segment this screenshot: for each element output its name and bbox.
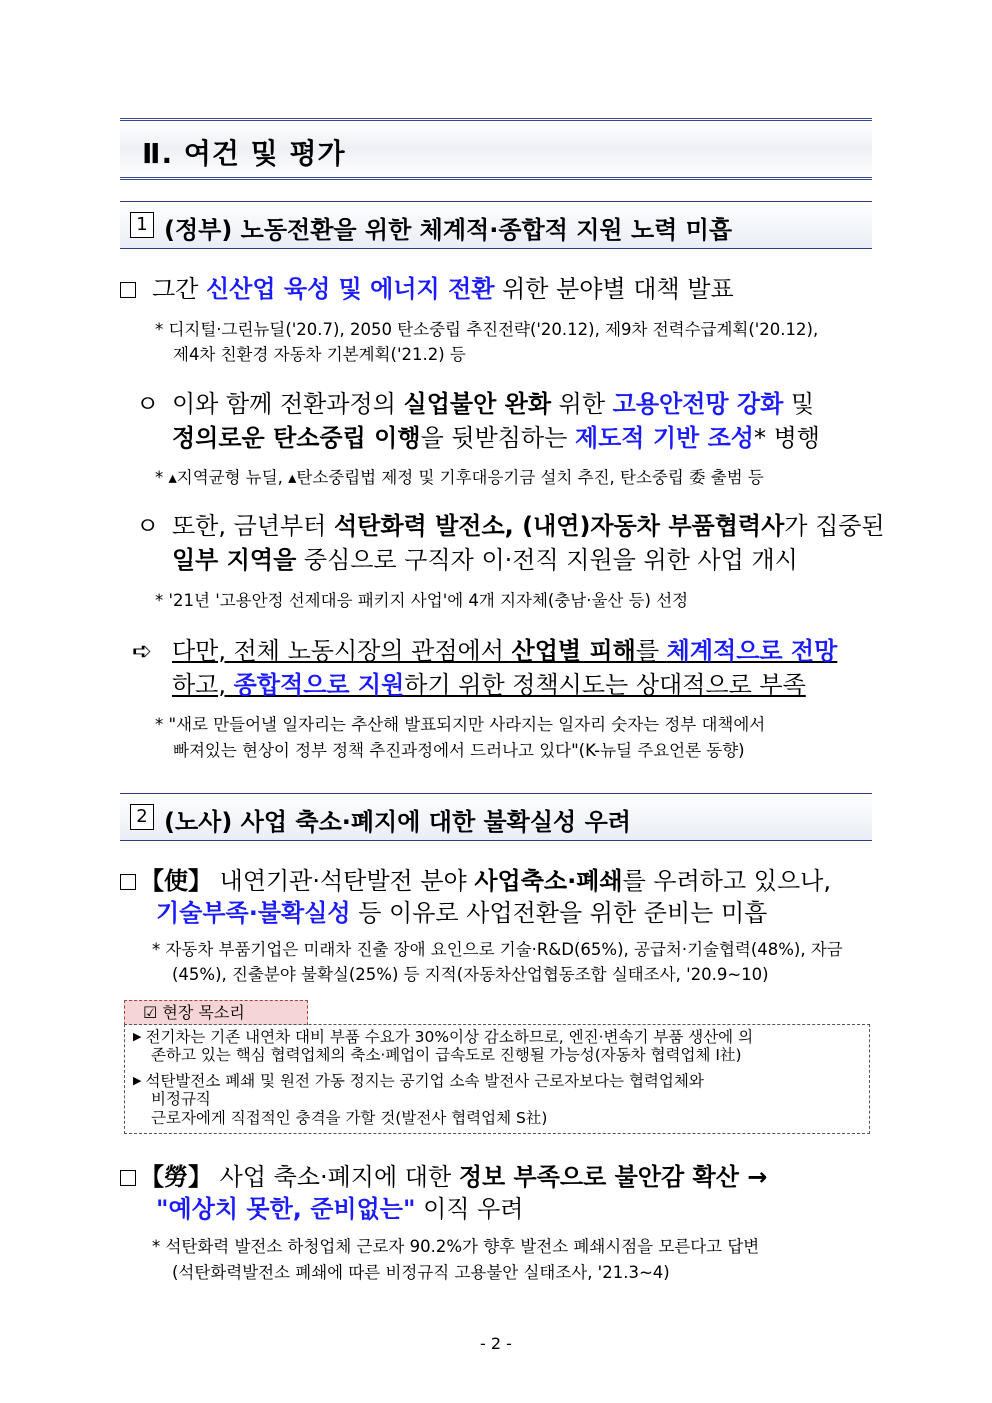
footnote: (45%), 진출분야 불확실(25%) 등 지적(자동차산업협동조합 실태조사, '20.9~10): [172, 965, 769, 984]
field-voice-tab: [124, 1000, 308, 1025]
conclusion-line: 다만, 전체 노동시장의 관점에서 산업별 피해를 체계적으로 전망: [172, 637, 838, 665]
sub-bullet-line: 정의로운 탄소중립 이행을 뒷받침하는 제도적 기반 조성* 병행: [172, 424, 820, 452]
conclusion-line: 하고, 종합적으로 지원하기 위한 정책시도는 상대적으로 부족: [172, 671, 806, 699]
page-number: - 2 -: [480, 1334, 512, 1353]
arrow-icon: ➪: [132, 637, 153, 665]
triangle-bullet-icon: ▶: [133, 1030, 142, 1043]
section-1-header: [120, 201, 872, 249]
voice-item-cont: 근로자에게 직접적인 충격을 가할 것(발전사 협력업체 S社): [151, 1109, 548, 1127]
voice-item: ▶ 전기차는 기존 내연차 대비 부품 수요가 30%이상 감소하므로, 엔진·변속기 부품 생산에 의: [133, 1028, 754, 1046]
footnote: * "새로 만들어낼 일자리는 추산해 발표되지만 사라지는 일자리 숫자는 정부 대책에서: [155, 715, 766, 734]
section-heading: (정부) 노동전환을 위한 체계적·종합적 지원 노력 미흡: [164, 216, 733, 244]
sub-bullet-line: 일부 지역을 중심으로 구직자 이·전직 지원을 위한 사업 개시: [172, 546, 798, 574]
chapter-title: Ⅱ. 여건 및 평가: [142, 137, 346, 170]
voice-item: ▶ 석탄발전소 폐쇄 및 원전 가동 정지는 공기업 소속 발전사 근로자보다는 협력업체와: [133, 1072, 704, 1090]
bullet-line: 기술부족·불확실성 등 이유로 사업전환을 위한 준비는 미흡: [156, 899, 768, 927]
sub-bullet-marker: ㅇ: [136, 512, 160, 540]
footnote: * 자동차 부품기업은 미래차 진출 장애 요인으로 기술·R&D(65%), 공급처·기술협력(48%), 자금: [152, 940, 843, 959]
footnote: * 디지털·그린뉴딜('20.7), 2050 탄소중립 추진전략('20.12), 제9차 전력수급계획('20.12),: [155, 320, 819, 339]
bullet-item: 그간 신산업 육성 및 에너지 전환 위한 분야별 대책 발표: [120, 274, 734, 304]
voice-item-cont: 비정규직: [151, 1090, 211, 1108]
chapter-title-box: [120, 118, 872, 180]
footnote: * '21년 '고용안정 선제대응 패키지 사업'에 4개 지자체(충남·울산 등) 선정: [155, 591, 689, 610]
sub-bullet-line: 또한, 금년부터 석탄화력 발전소, (내연)자동차 부품협력사가 집중된: [172, 512, 885, 540]
section-2-header: [120, 793, 872, 841]
voice-item-cont: 존하고 있는 핵심 협력업체의 축소·폐업이 급속도로 진행될 가능성(자동차 협력업체 I社): [151, 1046, 742, 1064]
section-number: 1: [130, 212, 154, 238]
section-heading: (노사) 사업 축소·폐지에 대한 불확실성 우려: [164, 808, 631, 836]
section-number: 2: [130, 804, 154, 830]
footnote: * ▴지역균형 뉴딜, ▴탄소중립법 제정 및 기후대응기금 설치 추진, 탄소중립 委 출범 등: [155, 468, 764, 487]
sub-bullet-line: 이와 함께 전환과정의 실업불안 완화 위한 고용안전망 강화 및: [172, 390, 815, 418]
bullet-line: "예상치 못한, 준비없는" 이직 우려: [156, 1195, 524, 1223]
footnote: 제4차 친환경 자동차 기본계획('21.2) 등: [173, 345, 466, 364]
bullet-item: 【使】 내연기관·석탄발전 분야 사업축소·폐쇄를 우려하고 있으나,: [120, 866, 831, 896]
footnote: * 석탄화력 발전소 하청업체 근로자 90.2%가 향후 발전소 폐쇄시점을 모른다고 답변: [152, 1237, 760, 1256]
field-voice-label: ☑ 현장 목소리: [143, 1003, 245, 1022]
bullet-item: 【勞】 사업 축소·폐지에 대한 정보 부족으로 불안감 확산 →: [120, 1162, 767, 1192]
field-voice-box: [124, 1024, 870, 1134]
square-bullet-icon: [120, 874, 136, 890]
footnote: 빠져있는 현상이 정부 정책 추진과정에서 드러나고 있다"(K-뉴딜 주요언론 동향): [173, 741, 745, 760]
sub-bullet-marker: ㅇ: [136, 390, 160, 418]
triangle-bullet-icon: ▶: [133, 1074, 142, 1087]
footnote: (석탄화력발전소 폐쇄에 따른 비정규직 고용불안 실태조사, '21.3~4): [172, 1263, 670, 1282]
square-bullet-icon: [120, 282, 136, 298]
square-bullet-icon: [120, 1170, 136, 1186]
